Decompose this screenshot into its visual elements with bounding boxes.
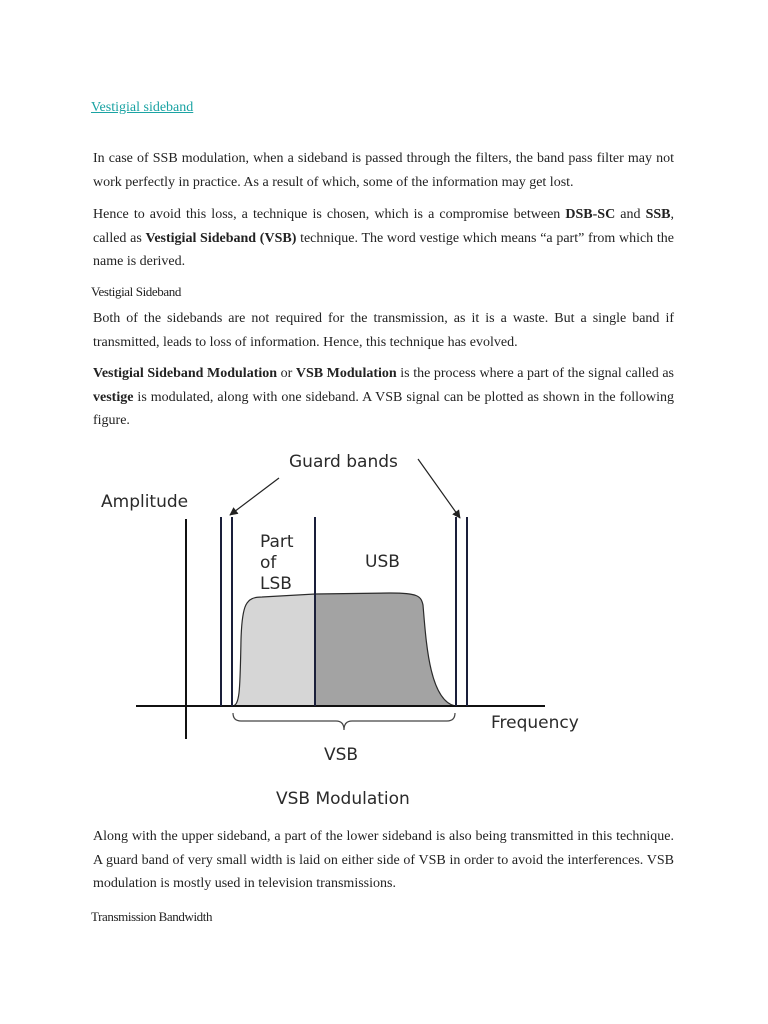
bold-vestige: vestige	[93, 389, 134, 405]
guard-bands-label: Guard bands	[289, 452, 398, 472]
vsb-diagram	[95, 440, 595, 820]
of-label: of	[260, 553, 277, 573]
amplitude-label: Amplitude	[101, 492, 189, 512]
paragraph-sidebands: Both of the sidebands are not required for the transmission, as it is a waste. But a single band if transmitted, leads to loss of information. Hence, this technique has evolved.	[93, 311, 674, 350]
paragraph-vsb-usage: Along with the upper sideband, a part of the lower sideband is also being transmitted in this technique. A guard band of very small width is laid on either side of VSB in order to avoid the interferences. VSB modulation is mostly used in television transmissions.	[93, 829, 674, 891]
paragraph-vsb-modulation: Vestigial Sideband Modulation or VSB Modulation is the process where a part of the signal called as vestige is modulated, along with one sideband. A VSB signal can be plotted as shown in the following figure.	[93, 366, 674, 428]
vsb-label: VSB	[324, 745, 359, 765]
usb-region	[315, 593, 455, 706]
figure-caption: VSB Modulation	[276, 789, 410, 809]
paragraph-ssb-intro: In case of SSB modulation, when a sideband is passed through the filters, the band pass filter may not work perfectly in practice. As a result of which, some of the information may get lost.	[93, 151, 674, 190]
vsb-bracket	[233, 713, 455, 730]
frequency-label: Frequency	[491, 713, 579, 733]
bold-vsb-modulation: VSB Modulation	[295, 366, 397, 381]
bold-ssb: SSB	[645, 207, 671, 222]
guard-arrow-left	[230, 478, 279, 515]
guard-arrow-right	[418, 459, 460, 518]
title-link[interactable]: Vestigial sideband	[91, 100, 194, 115]
lsb-vestige-region	[232, 594, 315, 706]
lsb-label: LSB	[260, 574, 292, 594]
bold-vsb-modulation-full: Vestigial Sideband Modulation	[93, 366, 278, 381]
usb-label: USB	[365, 552, 400, 572]
paragraph-vsb-definition: Hence to avoid this loss, a technique is chosen, which is a compromise between DSB-SC and SSB, called as Vestigial Sideband (VSB) technique. The word vestige which means “a part” from which the name is derived.	[93, 207, 674, 269]
bold-vsb: Vestigial Sideband (VSB)	[145, 230, 297, 246]
heading-transmission-bandwidth: Transmission Bandwidth	[91, 909, 213, 924]
bold-dsb-sc: DSB-SC	[565, 207, 616, 222]
part-label: Part	[260, 532, 294, 552]
heading-vestigial-sideband: Vestigial Sideband	[91, 284, 181, 299]
